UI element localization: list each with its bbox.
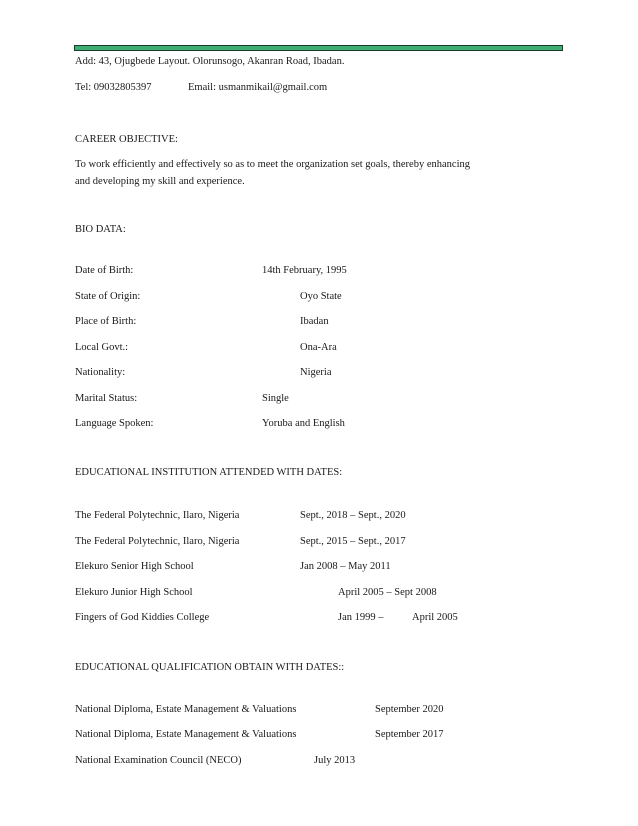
- education-dates: April 2005 – Sept 2008: [338, 587, 437, 598]
- education-school: The Federal Polytechnic, Ilaro, Nigeria: [75, 510, 240, 521]
- education-dates-end: April 2005: [412, 612, 458, 623]
- education-dates: Jan 2008 – May 2011: [300, 561, 391, 572]
- bio-label-nationality: Nationality:: [75, 367, 126, 378]
- bio-label-state: State of Origin:: [75, 291, 141, 302]
- education-school: Fingers of God Kiddies College: [75, 612, 210, 623]
- bio-label-place: Place of Birth:: [75, 316, 137, 327]
- bio-label-lga: Local Govt.:: [75, 342, 129, 353]
- bio-data-heading: BIO DATA:: [75, 224, 126, 235]
- header-accent-bar: [74, 45, 563, 51]
- career-objective-heading: CAREER OBJECTIVE:: [75, 134, 178, 145]
- bio-label-marital: Marital Status:: [75, 393, 138, 404]
- bio-value-language: Yoruba and English: [262, 418, 345, 429]
- qualification-heading: EDUCATIONAL QUALIFICATION OBTAIN WITH DATES::: [75, 662, 345, 673]
- qualification-date: September 2020: [375, 704, 444, 715]
- education-school: Elekuro Junior High School: [75, 587, 193, 598]
- education-dates-start: Jan 1999 –: [338, 612, 384, 623]
- education-school: The Federal Polytechnic, Ilaro, Nigeria: [75, 536, 240, 547]
- education-dates: Sept., 2018 – Sept., 2020: [300, 510, 406, 521]
- bio-label-language: Language Spoken:: [75, 418, 154, 429]
- bio-value-dob: 14th February, 1995: [262, 265, 347, 276]
- phone-text: Tel: 09032805397: [75, 82, 152, 93]
- address-text: Add: 43, Ojugbede Layout. Olorunsogo, Akanran Road, Ibadan.: [75, 56, 345, 67]
- bio-value-nationality: Nigeria: [300, 367, 332, 378]
- bio-value-state: Oyo State: [300, 291, 342, 302]
- email-text: Email: usmanmikail@gmail.com: [188, 82, 328, 93]
- qualification-date: July 2013: [314, 755, 356, 766]
- bio-label-dob: Date of Birth:: [75, 265, 134, 276]
- qualification-name: National Examination Council (NECO): [75, 755, 242, 766]
- education-dates: Sept., 2015 – Sept., 2017: [300, 536, 406, 547]
- career-objective-text: To work efficiently and effectively so as to meet the organization set goals, thereby enhancing and developing my skill and experience.: [75, 159, 470, 187]
- qualification-date: September 2017: [375, 729, 444, 740]
- qualification-name: National Diploma, Estate Management & Valuations: [75, 704, 297, 715]
- bio-value-lga: Ona-Ara: [300, 342, 337, 353]
- education-heading: EDUCATIONAL INSTITUTION ATTENDED WITH DATES:: [75, 467, 343, 478]
- education-school: Elekuro Senior High School: [75, 561, 194, 572]
- bio-value-marital: Single: [262, 393, 289, 404]
- qualification-name: National Diploma, Estate Management & Valuations: [75, 729, 297, 740]
- bio-value-place: Ibadan: [300, 316, 329, 327]
